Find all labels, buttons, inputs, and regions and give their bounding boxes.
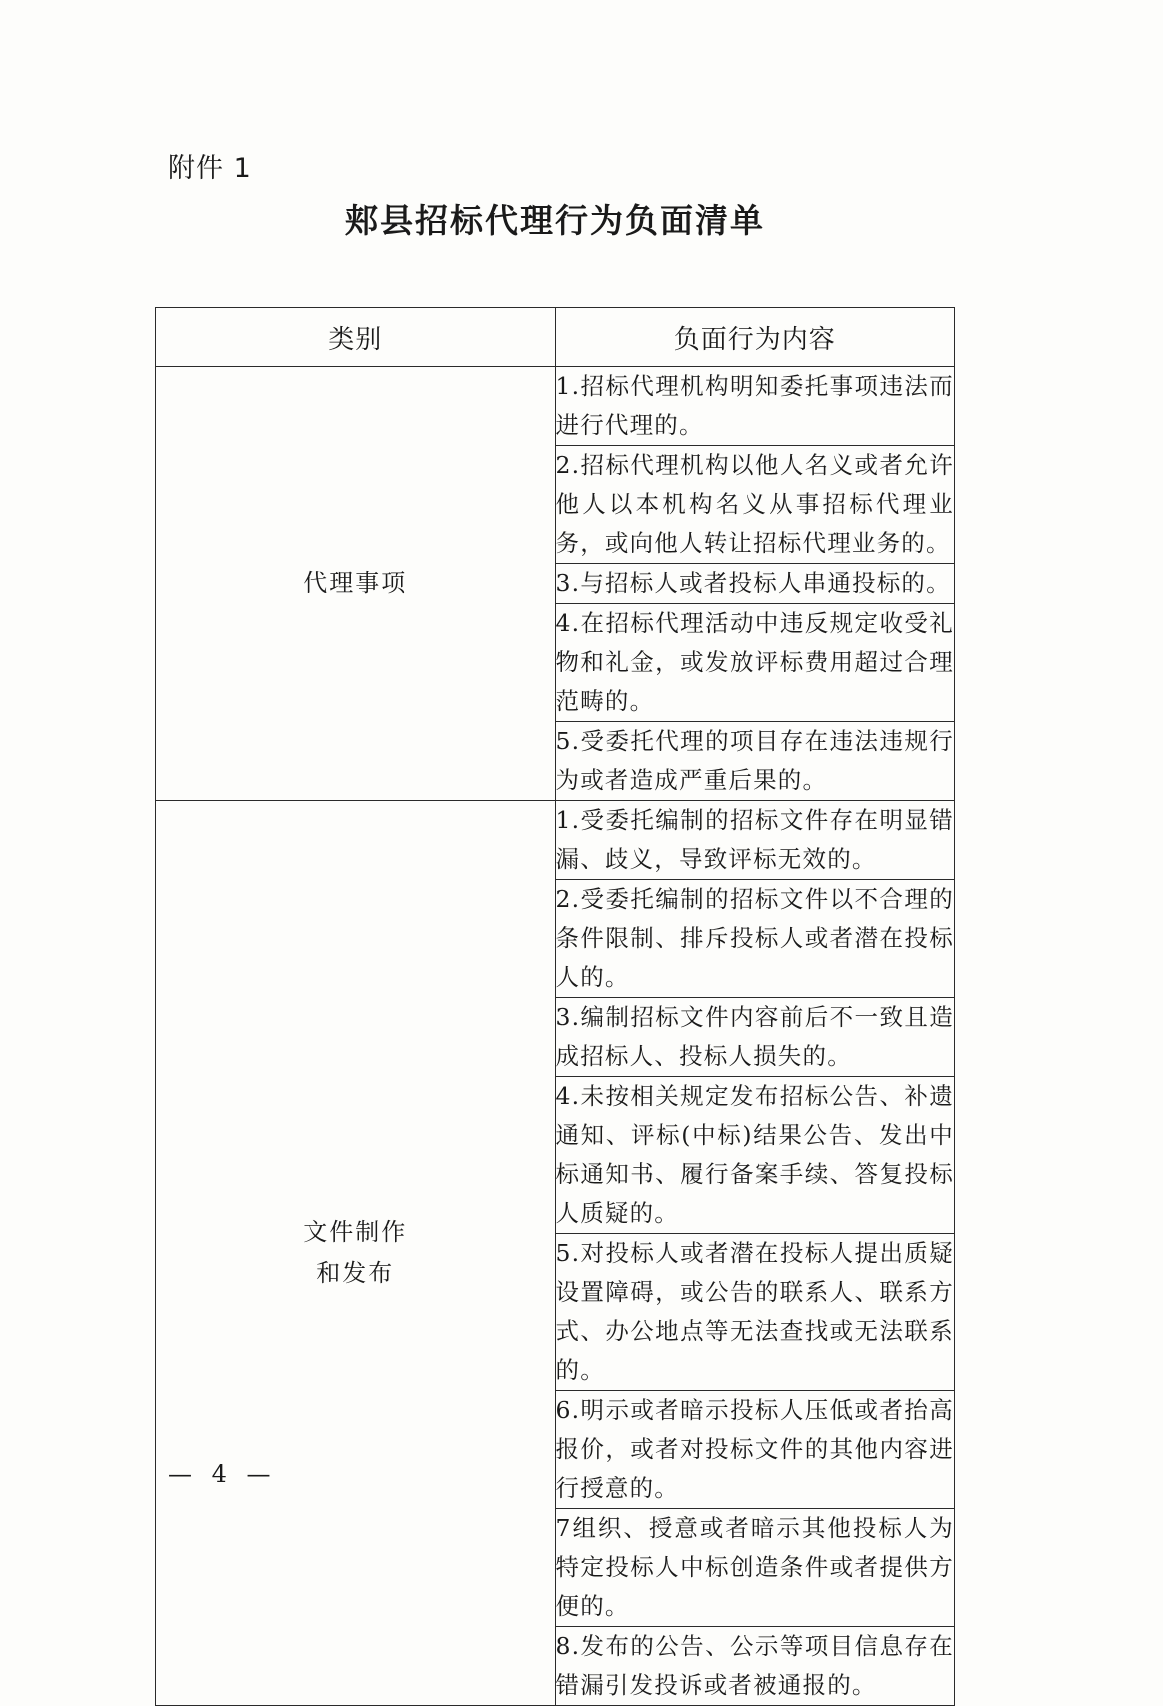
list-item: 7组织、授意或者暗示其他投标人为特定投标人中标创造条件或者提供方便的。 <box>555 1509 955 1627</box>
list-item: 2.受委托编制的招标文件以不合理的条件限制、排斥投标人或者潜在投标人的。 <box>555 880 955 998</box>
category-cell-documents <box>156 801 556 1706</box>
page-number: — 4 — <box>168 1460 277 1488</box>
category-line: 和发布 <box>316 1259 395 1287</box>
list-item: 1.招标代理机构明知委托事项违法而进行代理的。 <box>555 367 955 446</box>
list-item: 5.对投标人或者潜在投标人提出质疑设置障碍，或公告的联系人、联系方式、办公地点等无法查找或无法联系的。 <box>555 1234 955 1391</box>
list-item: 6.明示或者暗示投标人压低或者抬高报价，或者对投标文件的其他内容进行授意的。 <box>555 1391 955 1509</box>
document-title: 郏县招标代理行为负面清单 <box>345 201 765 240</box>
table-row <box>156 801 955 880</box>
table-row <box>156 367 955 446</box>
list-item: 3.与招标人或者投标人串通投标的。 <box>555 564 955 604</box>
header-content: 负面行为内容 <box>555 308 955 367</box>
table-header-row <box>156 308 955 367</box>
list-item: 3.编制招标文件内容前后不一致且造成招标人、投标人损失的。 <box>555 998 955 1077</box>
list-item: 4.在招标代理活动中违反规定收受礼物和礼金，或发放评标费用超过合理范畴的。 <box>555 604 955 722</box>
list-item: 1.受委托编制的招标文件存在明显错漏、歧义，导致评标无效的。 <box>555 801 955 880</box>
attachment-label: 附件 1 <box>168 153 252 184</box>
category-line: 代理事项 <box>303 569 408 597</box>
negative-list-table <box>155 307 955 1706</box>
list-item: 4.未按相关规定发布招标公告、补遗通知、评标(中标)结果公告、发出中标通知书、履行备案手续、答复投标人质疑的。 <box>555 1077 955 1234</box>
header-category: 类别 <box>156 308 556 367</box>
list-item: 8.发布的公告、公示等项目信息存在错漏引发投诉或者被通报的。 <box>555 1627 955 1706</box>
category-cell-agency <box>156 367 556 801</box>
category-line: 文件制作 <box>303 1218 408 1246</box>
list-item: 5.受委托代理的项目存在违法违规行为或者造成严重后果的。 <box>555 722 955 801</box>
list-item: 2.招标代理机构以他人名义或者允许他人以本机构名义从事招标代理业务，或向他人转让招标代理业务的。 <box>555 446 955 564</box>
